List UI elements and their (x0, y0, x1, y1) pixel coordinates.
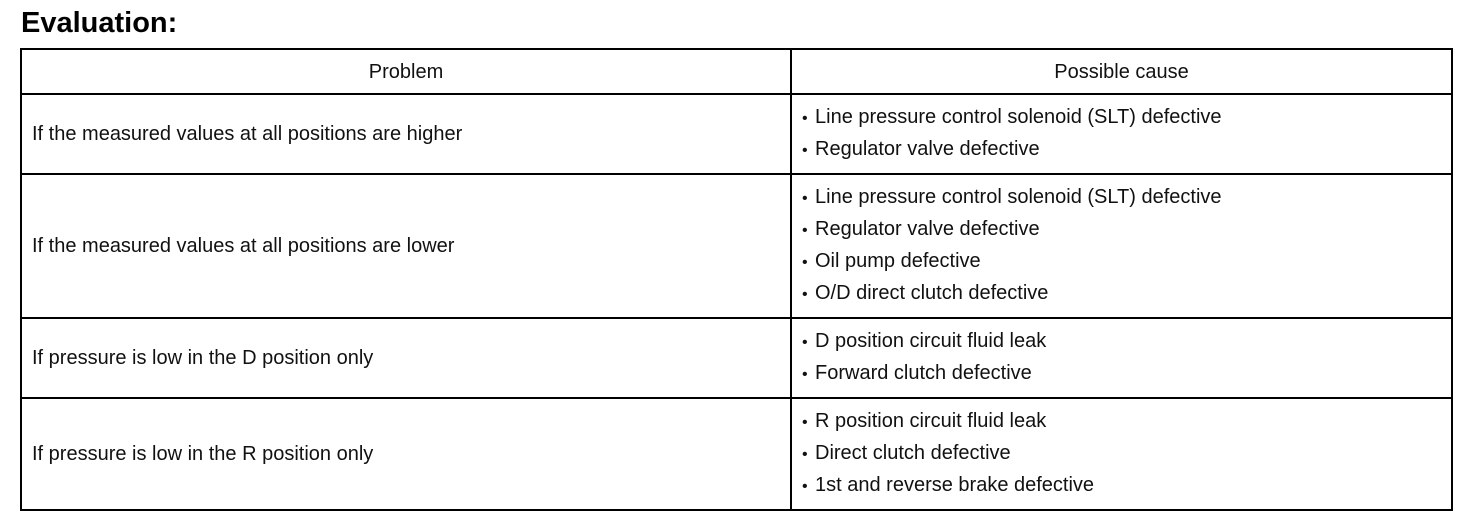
table-header-row (21, 49, 1452, 94)
cause-item (802, 102, 1441, 134)
cause-text: Line pressure control solenoid (SLT) defective (815, 106, 1222, 128)
bullet-icon: • (802, 366, 808, 383)
bullet-icon: • (802, 254, 808, 271)
cause-item (802, 470, 1441, 502)
problem-cell: If pressure is low in the D position only (21, 318, 791, 398)
cause-item (802, 438, 1441, 470)
cause-list (802, 406, 1441, 502)
bullet-icon: • (802, 286, 808, 303)
cause-list (802, 326, 1441, 390)
table-row (21, 174, 1452, 318)
cause-text: D position circuit fluid leak (815, 330, 1047, 352)
bullet-icon: • (802, 334, 808, 351)
cause-item (802, 246, 1441, 278)
bullet-icon: • (802, 110, 808, 127)
cause-item (802, 358, 1441, 390)
cause-text: 1st and reverse brake defective (815, 474, 1095, 496)
table-row (21, 398, 1452, 510)
cause-text: Regulator valve defective (815, 138, 1040, 160)
problem-cell: If the measured values at all positions are higher (21, 94, 791, 174)
cause-text: O/D direct clutch defective (815, 282, 1049, 304)
bullet-icon: • (802, 414, 808, 431)
cause-cell (791, 94, 1452, 174)
evaluation-table (20, 48, 1453, 511)
cause-item (802, 214, 1441, 246)
cause-item (802, 278, 1441, 310)
cause-list (802, 182, 1441, 310)
cause-text: Line pressure control solenoid (SLT) defective (815, 186, 1222, 208)
cause-text: Forward clutch defective (815, 362, 1032, 384)
cause-item (802, 182, 1441, 214)
cause-cell (791, 318, 1452, 398)
header-possible-cause: Possible cause (791, 49, 1452, 94)
cause-text: Direct clutch defective (815, 442, 1011, 464)
cause-item (802, 134, 1441, 166)
bullet-icon: • (802, 190, 808, 207)
cause-cell (791, 174, 1452, 318)
problem-cell: If the measured values at all positions are lower (21, 174, 791, 318)
bullet-icon: • (802, 478, 808, 495)
cause-item (802, 406, 1441, 438)
page-title: Evaluation: (21, 7, 178, 39)
cause-cell (791, 398, 1452, 510)
header-problem: Problem (21, 49, 791, 94)
bullet-icon: • (802, 222, 808, 239)
table-row (21, 318, 1452, 398)
bullet-icon: • (802, 142, 808, 159)
problem-cell: If pressure is low in the R position only (21, 398, 791, 510)
cause-text: Regulator valve defective (815, 218, 1040, 240)
cause-text: R position circuit fluid leak (815, 410, 1047, 432)
cause-list (802, 102, 1441, 166)
cause-item (802, 326, 1441, 358)
bullet-icon: • (802, 446, 808, 463)
cause-text: Oil pump defective (815, 250, 981, 272)
table-row (21, 94, 1452, 174)
